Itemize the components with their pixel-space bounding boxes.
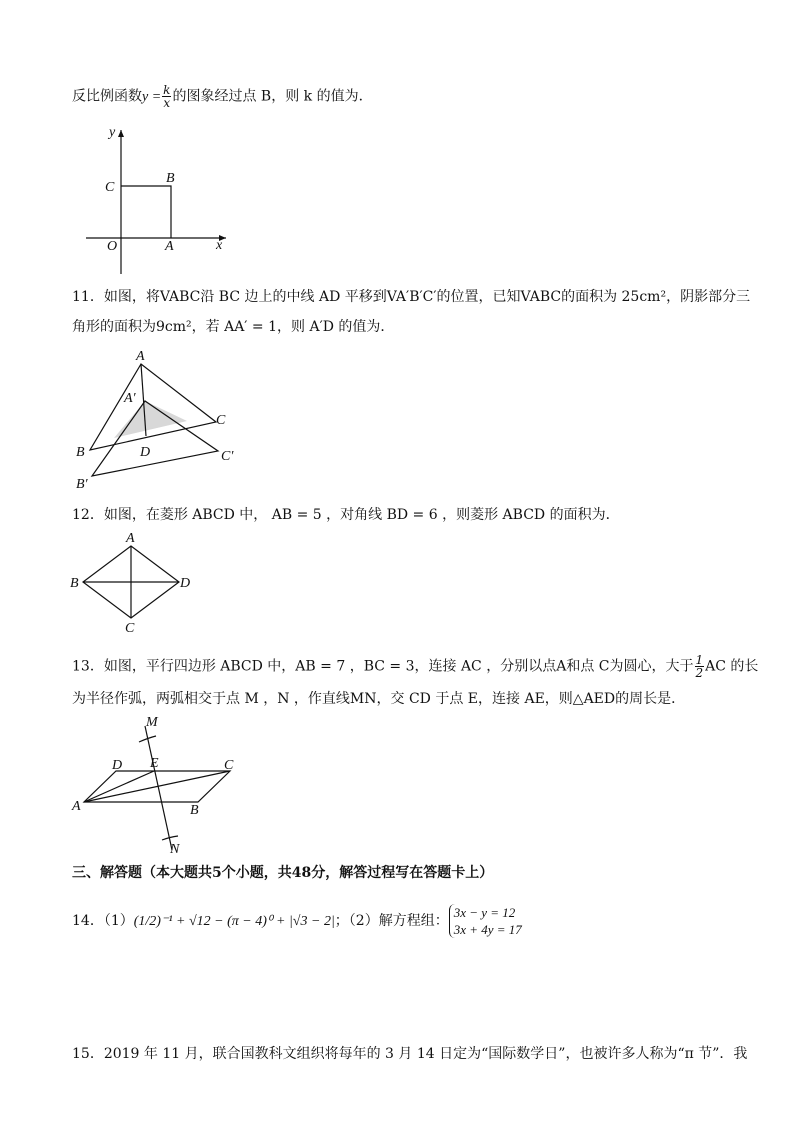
label-o: O	[107, 239, 118, 254]
q11-line-2: 角形的面积为9cm²，若 AA′ = 1，则 A′D 的值为．	[72, 319, 395, 335]
q10-fraction	[162, 84, 171, 109]
label-d: D	[140, 445, 151, 460]
label-c: C	[105, 180, 115, 195]
label-m: M	[146, 715, 158, 730]
square-ocba	[121, 186, 171, 238]
shaded-triangle	[114, 401, 187, 438]
q13-figure	[66, 712, 256, 862]
q13-line-1	[72, 653, 759, 680]
label-y: y	[109, 125, 116, 140]
label-b: B	[70, 576, 79, 591]
section-heading: 三、解答题（本大题共5个小题，共48分，解答过程写在答题卡上）	[72, 865, 494, 881]
label-c: C	[125, 621, 135, 636]
q13-fraction	[695, 654, 705, 679]
label-e: E	[150, 756, 159, 771]
q13-line1-suffix: AC 的长	[705, 658, 759, 675]
label-c-prime: C′	[221, 449, 234, 464]
label-a: A	[72, 799, 81, 814]
segment-ae	[84, 771, 154, 802]
q10-prefix: 反比例函数	[72, 88, 142, 105]
label-c: C	[224, 758, 234, 773]
q14-eq-2: 3x + 4y = 17	[453, 922, 522, 937]
label-a: A	[126, 531, 135, 546]
q10-frac-num: k	[163, 83, 171, 97]
q14-expression: (1/2)⁻¹ + √12 − (π − 4)⁰ + |√3 − 2|	[133, 914, 335, 929]
q14-mid: ；（2）解方程组：	[334, 913, 449, 929]
q10-figure	[80, 122, 240, 282]
q10-suffix: 的图象经过点 B，则 k 的值为．	[172, 88, 373, 105]
label-b: B	[166, 171, 175, 186]
q13-frac-den: 2	[695, 666, 704, 680]
q14-eq-1: 3x − y = 12	[453, 905, 516, 920]
q14-prefix: 14．（1）	[72, 913, 134, 929]
q13-frac-num: 1	[695, 653, 704, 667]
label-b-prime: B′	[76, 477, 88, 492]
label-d: D	[180, 576, 191, 591]
q13-line-2: 为半径作弧，两弧相交于点 M ，N ，作直线MN，交 CD 于点 E，连接 AE，则△AED的周长是．	[72, 691, 686, 707]
label-c: C	[216, 413, 226, 428]
q12-figure	[66, 532, 206, 637]
label-n: N	[170, 842, 180, 857]
q10-line	[72, 84, 734, 109]
label-a: A	[136, 349, 145, 364]
label-b: B	[190, 803, 199, 818]
label-a-prime: A′	[124, 391, 136, 406]
q10-formula-lhs: y =	[142, 89, 162, 105]
q10-frac-den: x	[163, 96, 171, 110]
label-b: B	[76, 445, 85, 460]
q11-line-1: 11．如图，将VABC沿 BC 边上的中线 AD 平移到VA′B′C′的位置，已知VABC的面积为 25cm²，阴影部分三	[72, 289, 751, 305]
diagonal-ac	[84, 771, 230, 802]
q13-line1-prefix: 13．如图，平行四边形 ABCD 中，AB = 7 ，BC = 3，连接 AC ，分别以点A和点 C为圆心，大于	[72, 658, 694, 675]
q11-figure	[70, 348, 250, 498]
q14-line	[72, 902, 734, 941]
q14-equation-system	[449, 904, 522, 938]
label-x: x	[216, 238, 223, 253]
label-a: A	[165, 239, 174, 254]
y-axis-arrow	[118, 130, 124, 137]
q12-line-1: 12．如图，在菱形 ABCD 中， AB = 5 ，对角线 BD = 6 ，则菱形 ABCD 的面积为．	[72, 507, 620, 523]
label-d: D	[112, 758, 123, 773]
q15-line-1: 15．2019 年 11 月，联合国教科文组织将每年的 3 月 14 日定为“国际数学日”，也被许多人称为“π 节”．我	[72, 1046, 748, 1062]
